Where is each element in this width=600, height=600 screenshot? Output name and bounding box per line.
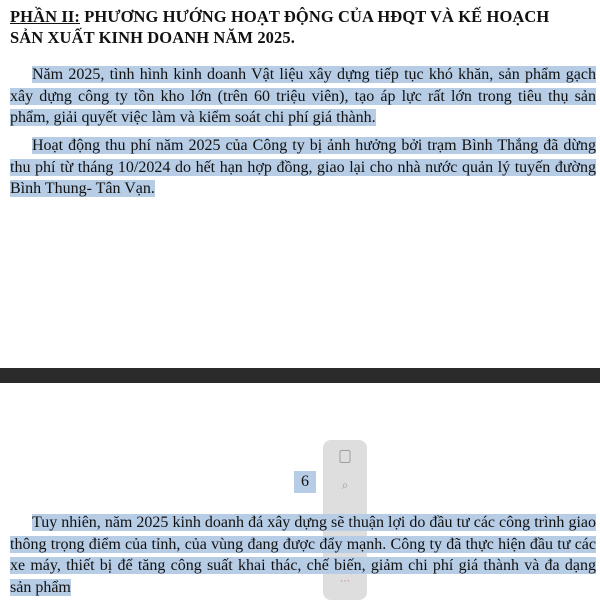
page-number: 6 — [294, 471, 316, 493]
search-icon[interactable]: ⌕ — [341, 478, 349, 492]
section-title-line2: SẢN XUẤT KINH DOANH NĂM 2025. — [10, 28, 295, 47]
page-break-divider — [0, 368, 600, 383]
paragraph-text[interactable]: Hoạt động thu phí năm 2025 của Công ty bị ảnh hưởng bởi trạm Bình Thắng đã dừng thu phí từ tháng 10/2024 do hết hạn hợp đồng, giao lại cho nhà nước quản lý tuyến đường Bình Thung- Tân Vạn. — [10, 137, 596, 197]
section-part-label: PHẦN II: — [10, 7, 81, 26]
section-heading — [10, 6, 595, 48]
more-icon[interactable]: ⋯ — [340, 576, 350, 587]
paragraph-toll-collection[interactable] — [10, 135, 596, 200]
paragraph-building-materials[interactable] — [10, 64, 596, 129]
paragraph-text[interactable]: Năm 2025, tình hình kinh doanh Vật liệu xây dựng tiếp tục khó khăn, sản phẩm gạch xây dựng công ty tồn kho lớn (trên 60 triệu viên), tạo áp lực rất lớn trong tiêu thụ sản phẩm, giải quyết việc làm và kiểm soát chi phí giá thành. — [10, 66, 596, 126]
paragraph-stone-business[interactable] — [10, 512, 596, 598]
page-icon[interactable] — [340, 450, 351, 463]
section-title-line1: PHƯƠNG HƯỚNG HOẠT ĐỘNG CỦA HĐQT VÀ KẾ HOẠCH — [80, 7, 550, 26]
paragraph-text[interactable]: Tuy nhiên, năm 2025 kinh doanh đá xây dựng sẽ thuận lợi do đầu tư các công trình giao thông trọng điểm của tỉnh, của vùng đang được đẩy mạnh. Công ty đã thực hiện đầu tư các xe máy, thiết bị để tăng công suất khai thác, chế biến, giảm chi phí giá thành và đa dạng sản phẩm — [10, 514, 596, 596]
